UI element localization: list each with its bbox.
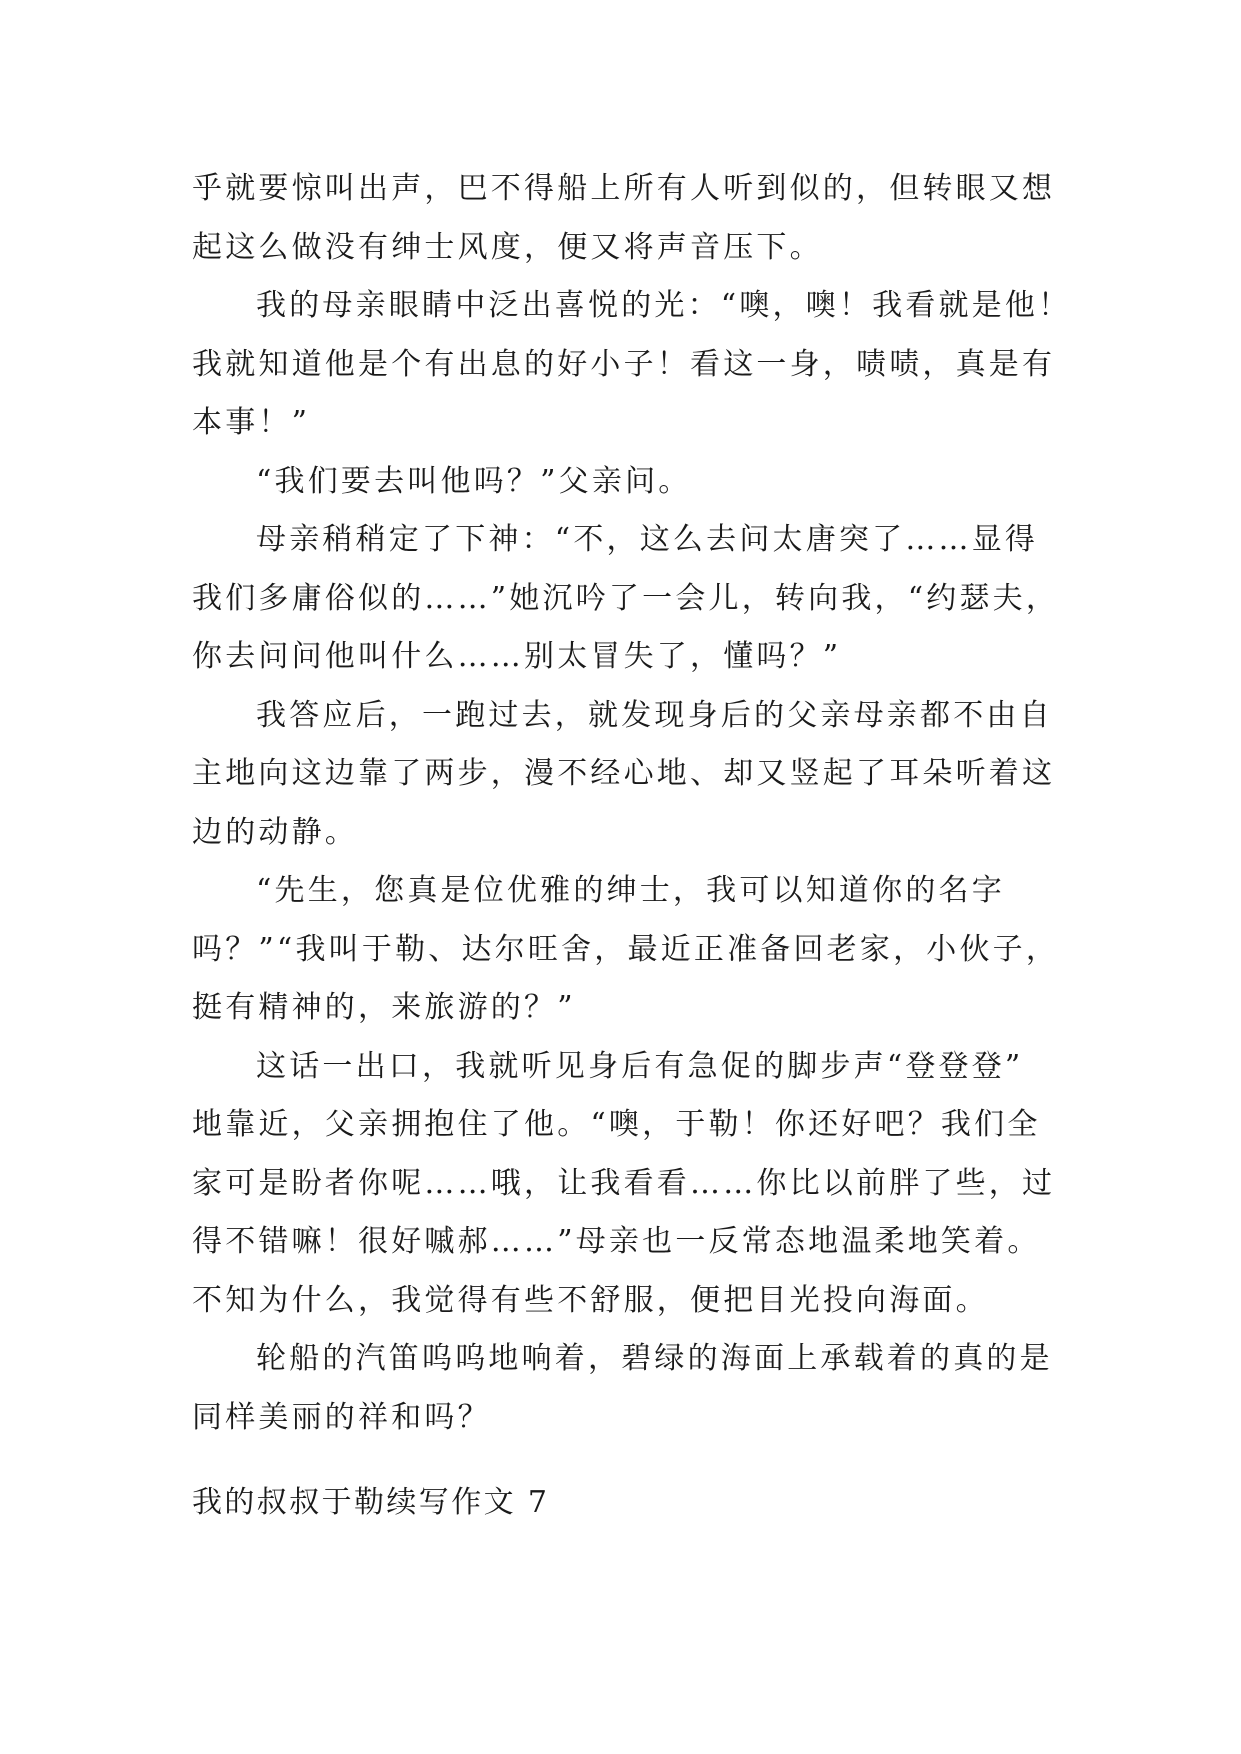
paragraph-start-line: 母亲稍稍定了下神：“不，这么去问太唐突了……显得 bbox=[256, 522, 1039, 557]
text-line: 乎就要惊叫出声，巴不得船上所有人听到似的，但转眼又想 bbox=[192, 171, 1056, 206]
text-line: 我就知道他是个有出息的好小子！看这一身，啧啧，真是有 bbox=[192, 346, 1056, 382]
paragraph-start-line: 我的母亲眼睛中泛出喜悦的光：“噢，噢！我看就是他！ bbox=[256, 288, 1072, 323]
text-line: 边的动静。 bbox=[192, 814, 358, 850]
text-line: 你去问问他叫什么……别太冒失了，懂吗？” bbox=[192, 639, 842, 674]
text-line: 本事！” bbox=[192, 405, 311, 440]
text-line: 不知为什么，我觉得有些不舒服，便把目光投向海面。 bbox=[192, 1282, 989, 1318]
paragraph-start-line: “先生，您真是位优雅的绅士，我可以知道你的名字 bbox=[256, 873, 1005, 908]
text-line: 挺有精神的，来旅游的？” bbox=[192, 990, 576, 1025]
paragraph-start-line: 我答应后，一跑过去，就发现身后的父亲母亲都不由自 bbox=[256, 697, 1053, 733]
text-line: 吗？”“我叫于勒、达尔旺舍，最近正准备回老家，小伙子， bbox=[192, 931, 1060, 967]
text-line: 地靠近，父亲拥抱住了他。“噢，于勒！你还好吧？我们全 bbox=[192, 1107, 1041, 1142]
body-text bbox=[192, 160, 1072, 1447]
paragraph-start-line: “我们要去叫他吗？”父亲问。 bbox=[256, 463, 692, 499]
text-line: 得不错嘛！很好嘁郝……”母亲也一反常态地温柔地笑着。 bbox=[192, 1224, 1041, 1259]
text-line: 我们多庸俗似的……”她沉吟了一会儿，转向我，“约瑟夫， bbox=[192, 580, 1060, 616]
paragraph-start-line: 轮船的汽笛呜呜地响着，碧绿的海面上承载着的真的是 bbox=[256, 1341, 1053, 1376]
text-line: 起这么做没有绅士风度，便又将声音压下。 bbox=[192, 229, 823, 265]
section-title: 我的叔叔于勒续写作文 7 bbox=[192, 1485, 550, 1520]
paragraph-start-line: 这话一出口，我就听见身后有急促的脚步声“登登登” bbox=[256, 1048, 1024, 1084]
text-line: 家可是盼者你呢……哦，让我看看……你比以前胖了些，过 bbox=[192, 1165, 1056, 1201]
text-line: 主地向这边靠了两步，漫不经心地、却又竖起了耳朵听着这 bbox=[192, 756, 1056, 791]
text-line: 同样美丽的祥和吗？ bbox=[192, 1399, 491, 1435]
